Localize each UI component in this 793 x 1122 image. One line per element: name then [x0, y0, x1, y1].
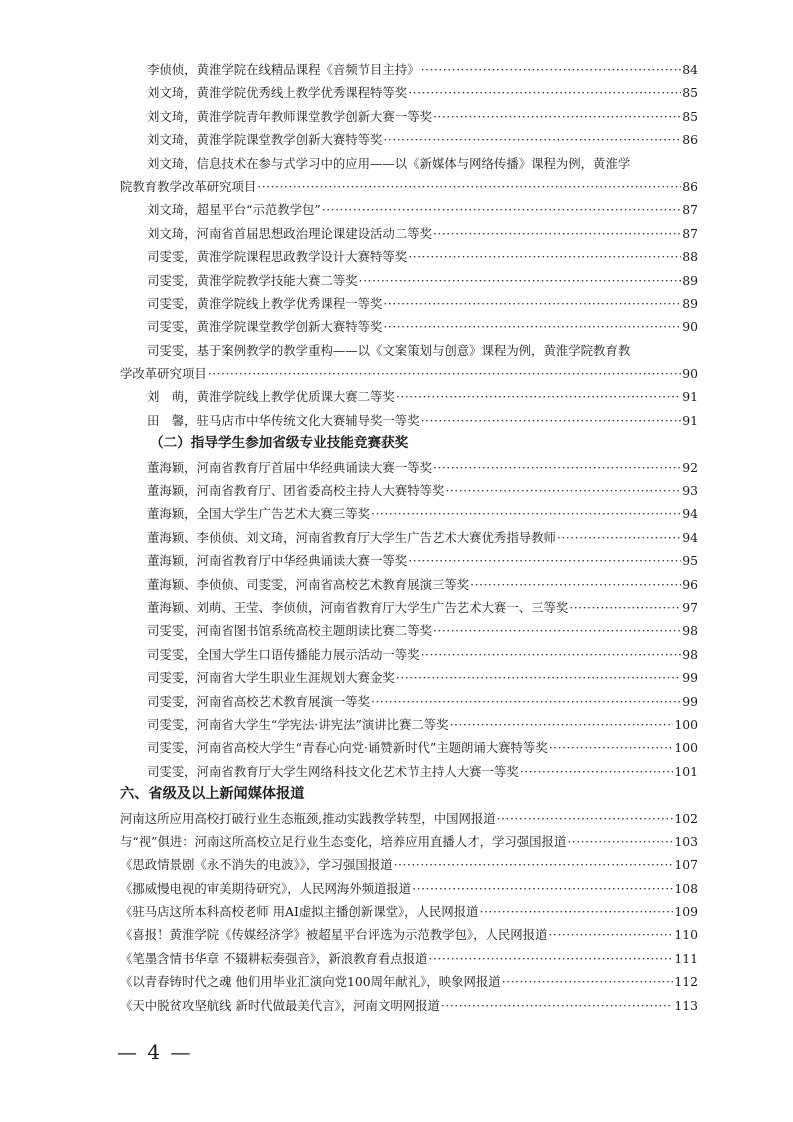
toc-entry — [120, 619, 698, 642]
toc-entry — [120, 128, 698, 151]
toc-page-number: 86 — [682, 132, 698, 148]
toc-leader-dots — [408, 81, 681, 104]
toc-entry-title: 董海颖，河南省教育厅中华经典诵读大赛一等奖 — [147, 553, 408, 569]
toc-page-number: 88 — [682, 249, 698, 265]
toc-entry-title: 刘 萌，黄淮学院线上教学优质课大赛二等奖 — [147, 389, 395, 405]
toc-page-number: 85 — [682, 85, 698, 101]
toc-page-number: 91 — [682, 412, 698, 428]
toc-leader-dots — [412, 877, 673, 900]
toc-entry — [120, 690, 698, 713]
toc-entry-title: 司雯雯，黄淮学院课堂教学创新大赛特等奖 — [147, 319, 383, 335]
toc-page-number: 102 — [674, 810, 698, 826]
toc-entry-title: 司雯雯，黄淮学院课程思政教学设计大赛特等奖 — [147, 249, 408, 265]
toc-page-number: 87 — [682, 225, 698, 241]
toc-entry-wrapped-line — [120, 339, 698, 362]
toc-leader-dots — [502, 970, 674, 993]
toc-page-number: 94 — [682, 506, 698, 522]
toc-entry-title: 田 馨，驻马店市中华传统文化大赛辅导奖一等奖 — [147, 412, 420, 428]
toc-page-number: 93 — [682, 483, 698, 499]
toc-leader-dots — [433, 456, 681, 479]
toc-page-number: 98 — [682, 646, 698, 662]
toc-leader-dots — [421, 409, 682, 432]
toc-leader-dots — [396, 385, 681, 408]
toc-entry — [120, 409, 698, 432]
toc-entry — [120, 573, 698, 596]
toc-page-number: 108 — [674, 880, 698, 896]
toc-entry-title: 《喜报！黄淮学院《传媒经济学》被超星平台评选为示范教学包》，人民网报道 — [120, 927, 548, 943]
toc-entry-title: 董海颖、刘萌、王莹、李侦侦，河南省教育厅大学生广告艺术大赛一、三等奖 — [147, 599, 569, 615]
toc-page-number: 91 — [682, 389, 698, 405]
toc-entry — [120, 81, 698, 104]
toc-entry — [120, 198, 698, 221]
toc-entry — [120, 643, 698, 666]
toc-entry-title: 《天中脱贫攻坚航线 新时代做最美代言》，河南文明网报道 — [120, 997, 440, 1013]
toc-page-number: 100 — [674, 716, 698, 732]
toc-entry-title: 司雯雯，河南省图书馆系统高校主题朗读比赛二等奖 — [147, 623, 432, 639]
toc-page-number: 110 — [674, 927, 698, 943]
toc-page-number: 113 — [674, 997, 698, 1013]
toc-page-number: 89 — [682, 295, 698, 311]
toc-page-number: 103 — [674, 833, 698, 849]
toc-entry — [120, 900, 698, 923]
toc-entry-title: 司雯雯，河南省大学生“学宪法·讲宪法”演讲比赛二等奖 — [147, 716, 449, 732]
toc-leader-dots — [557, 526, 681, 549]
page-number: — 4 — — [117, 1040, 193, 1064]
toc-leader-dots — [450, 713, 674, 736]
toc-page-number: 101 — [674, 763, 698, 779]
toc-page-number: 99 — [682, 670, 698, 686]
toc-leader-dots — [567, 830, 673, 853]
toc-entry-title: 《思政情景剧《永不消失的电波》》，学习强国报道 — [120, 857, 393, 873]
toc-leader-dots — [322, 198, 681, 221]
toc-leader-dots — [433, 105, 681, 128]
toc-entry — [120, 994, 698, 1017]
toc-entry-wrapped-line — [120, 152, 698, 175]
toc-leader-dots — [421, 58, 682, 81]
toc-entry — [120, 549, 698, 572]
toc-entry-title: 司雯雯，黄淮学院教学技能大赛二等奖 — [147, 272, 358, 288]
toc-entry-title: 刘文琦，信息技术在参与式学习中的应用——以《新媒体与网络传播》课程为例，黄淮学 — [147, 155, 631, 171]
toc-entry-title: 学改革研究项目 — [120, 366, 207, 382]
toc-entry-title: 河南这所应用高校打破行业生态瓶颈,推动实践教学转型，中国网报道 — [120, 810, 496, 826]
toc-entry — [120, 666, 698, 689]
toc-leader-dots — [383, 292, 681, 315]
toc-page-number: 99 — [682, 693, 698, 709]
toc-entry-title: 司雯雯，河南省高校艺术教育展演一等奖 — [147, 693, 371, 709]
toc-entry — [120, 315, 698, 338]
toc-entry-title: 董海颖，河南省教育厅首届中华经典诵读大赛一等奖 — [147, 459, 432, 475]
toc-entry-title: 刘文琦，黄淮学院优秀线上教学优秀课程特等奖 — [147, 85, 408, 101]
toc-page-number: 86 — [682, 178, 698, 194]
toc-entry — [120, 970, 698, 993]
toc-entry-title: 《以青春铸时代之魂 他们用毕业汇演向党100周年献礼》，映象网报道 — [120, 974, 501, 990]
toc-leader-dots — [548, 923, 673, 946]
toc-entry — [120, 760, 698, 783]
toc-entry-title: 司雯雯，黄淮学院线上教学优秀课程一等奖 — [147, 295, 383, 311]
toc-page-number: 92 — [682, 459, 698, 475]
toc-page-number: 85 — [682, 108, 698, 124]
toc-entry-title: 刘文琦，河南省首届思想政治理论课建设活动二等奖 — [147, 225, 432, 241]
toc-page-number: 96 — [682, 576, 698, 592]
toc-entry — [120, 807, 698, 830]
toc-leader-dots — [371, 502, 681, 525]
toc-entry — [120, 385, 698, 408]
toc-leader-dots — [421, 643, 682, 666]
toc-leader-dots — [394, 853, 674, 876]
toc-entry-title: 司雯雯，河南省教育厅大学生网络科技文化艺术节主持人大赛一等奖 — [147, 763, 519, 779]
toc-entry-title: 《挪威慢电视的审美期待研究》，人民网海外频道报道 — [120, 880, 412, 896]
toc-leader-dots — [497, 807, 674, 830]
toc-entry — [120, 175, 698, 198]
toc-entry-title: 《驻马店这所本科高校老师 用AI虚拟主播创新课堂》，人民网报道 — [120, 904, 479, 920]
section-heading: 六、省级及以上新闻媒体报道 — [120, 786, 305, 803]
toc-leader-dots — [520, 760, 674, 783]
toc-entry — [120, 479, 698, 502]
toc-page-number: 90 — [682, 366, 698, 382]
toc-leader-dots — [383, 128, 681, 151]
toc-leader-dots — [408, 549, 681, 572]
toc-entry — [120, 526, 698, 549]
toc-leader-dots — [208, 362, 681, 385]
toc-leader-dots — [549, 736, 674, 759]
toc-entry — [120, 58, 698, 81]
toc-entry — [120, 947, 698, 970]
toc-entry-title: 刘文琦，黄淮学院课堂教学创新大赛特等奖 — [147, 132, 383, 148]
toc-page-number: 111 — [674, 950, 698, 966]
toc-entry-title: 刘文琦，超星平台“示范教学包” — [147, 202, 321, 218]
toc-entry-title: 董海颖，河南省教育厅、团省委高校主持人大赛特等奖 — [147, 483, 445, 499]
toc-entry-title: 司雯雯，基于案例教学的教学重构——以《文案策划与创意》课程为例，黄淮学院教育教 — [147, 342, 631, 358]
toc-leader-dots — [445, 479, 681, 502]
toc-leader-dots — [480, 900, 674, 923]
toc-entry — [120, 923, 698, 946]
toc-entry-title: 董海颖、李侦侦、刘文琦，河南省教育厅大学生广告艺术大赛优秀指导教师 — [147, 529, 556, 545]
toc-entry-title: 院教育教学改革研究项目 — [120, 178, 257, 194]
toc-entry — [120, 596, 698, 619]
toc-page-number: 90 — [682, 319, 698, 335]
subsection-heading: （二）指导学生参加省级专业技能竞赛获奖 — [150, 435, 409, 452]
toc-leader-dots — [396, 666, 681, 689]
toc-leader-dots — [433, 619, 681, 642]
toc-page-number: 84 — [682, 62, 698, 77]
toc-entry — [120, 853, 698, 876]
toc-leader-dots — [408, 245, 681, 268]
toc-entry-title: 刘文琦，黄淮学院青年教师课堂教学创新大赛一等奖 — [147, 108, 432, 124]
toc-leader-dots — [257, 175, 681, 198]
toc-entry-title: 司雯雯，全国大学生口语传播能力展示活动一等奖 — [147, 646, 420, 662]
toc-leader-dots — [359, 269, 682, 292]
toc-leader-dots — [441, 994, 673, 1017]
toc-page-number: 87 — [682, 202, 698, 218]
toc-entry — [120, 362, 698, 385]
toc-entry — [120, 736, 698, 759]
toc-entry — [120, 830, 698, 853]
toc-leader-dots — [569, 596, 681, 619]
toc-entry — [120, 292, 698, 315]
toc-page-number: 100 — [674, 740, 698, 756]
toc-entry — [120, 502, 698, 525]
toc-leader-dots — [470, 573, 681, 596]
toc-entry — [120, 222, 698, 245]
toc-leader-dots — [433, 222, 681, 245]
toc-leader-dots — [429, 947, 674, 970]
toc-entry — [120, 105, 698, 128]
table-of-contents — [120, 58, 698, 1017]
toc-leader-dots — [371, 690, 681, 713]
toc-entry-title: 《笔墨含情书华章 不辍耕耘奏强音》，新浪教育看点报道 — [120, 950, 428, 966]
toc-page-number: 98 — [682, 623, 698, 639]
toc-page-number: 109 — [674, 904, 698, 920]
toc-page-number: 94 — [682, 529, 698, 545]
toc-page-number: 107 — [674, 857, 698, 873]
toc-entry-title: 董海颖、李侦侦、司雯雯，河南省高校艺术教育展演三等奖 — [147, 576, 470, 592]
toc-entry-title: 董海颖，全国大学生广告艺术大赛三等奖 — [147, 506, 371, 522]
toc-entry-title: 司雯雯，河南省大学生职业生涯规划大赛金奖 — [147, 670, 395, 686]
toc-entry-title: 李侦侦，黄淮学院在线精品课程《音频节目主持》 — [147, 62, 420, 77]
toc-page-number: 95 — [682, 553, 698, 569]
toc-leader-dots — [383, 315, 681, 338]
toc-page-number: 89 — [682, 272, 698, 288]
toc-entry — [120, 269, 698, 292]
toc-entry — [120, 713, 698, 736]
toc-page-number: 97 — [682, 599, 698, 615]
toc-page-number: 112 — [674, 974, 698, 990]
toc-entry — [120, 245, 698, 268]
toc-entry — [120, 877, 698, 900]
toc-entry — [120, 456, 698, 479]
toc-entry-title: 与“视”俱进：河南这所高校立足行业生态变化，培养应用直播人才，学习强国报道 — [120, 833, 567, 849]
toc-entry-title: 司雯雯，河南省高校大学生“青春心向党·诵赞新时代”主题朗诵大赛特等奖 — [147, 740, 548, 756]
